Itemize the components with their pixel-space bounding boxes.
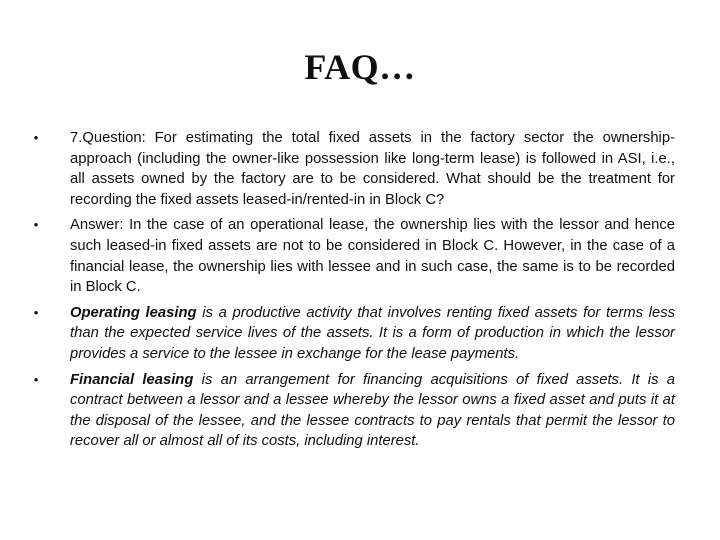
bullet-icon: •: [33, 130, 39, 145]
bullet-list: [30, 128, 675, 457]
bullet-icon: •: [33, 304, 39, 320]
list-item-financial-leasing: [30, 370, 675, 452]
financial-leasing-definition: is an arrangement for financing acquisitions of fixed assets. It is a contract between a lessor and a lessee whereby the lessor owns a fixed asset and puts it at the disposal of the lessee, and the lessee contracts to pay rentals that permit the lessor to recover all or almost all of its costs, including interest.: [70, 371, 675, 450]
operating-leasing-term: Operating leasing: [70, 304, 197, 321]
financial-leasing-term: Financial leasing: [70, 371, 194, 388]
list-item-answer: [30, 215, 675, 297]
bullet-icon: •: [33, 217, 39, 233]
operating-leasing-definition: is a productive activity that involves renting fixed assets for terms less than the expected service lives of the assets. It is a form of production in which the lessor provides a service to the lessee in exchange for the lease payments.: [70, 304, 675, 362]
answer-text: Answer: In the case of an operational lease, the ownership lies with the lessor and hence such leased-in fixed assets are not to be considered in Block C. However, in the case of a financial lease, the ownership lies with lessee and in such case, the same is to be recorded in Block C.: [70, 217, 675, 296]
list-item-question: [30, 128, 675, 210]
slide-title: FAQ…: [304, 47, 416, 87]
list-item-operating-leasing: [30, 303, 675, 365]
question-text: 7.Question: For estimating the total fixed assets in the factory sector the ownership-approach (including the owner-like possession like long-term lease) is followed in ASI, i.e., all assets owned by the factory are to be considered. What should be the treatment for recording the fixed assets leased-in/rented-in in Block C?: [70, 130, 675, 208]
bullet-icon: •: [33, 371, 39, 387]
